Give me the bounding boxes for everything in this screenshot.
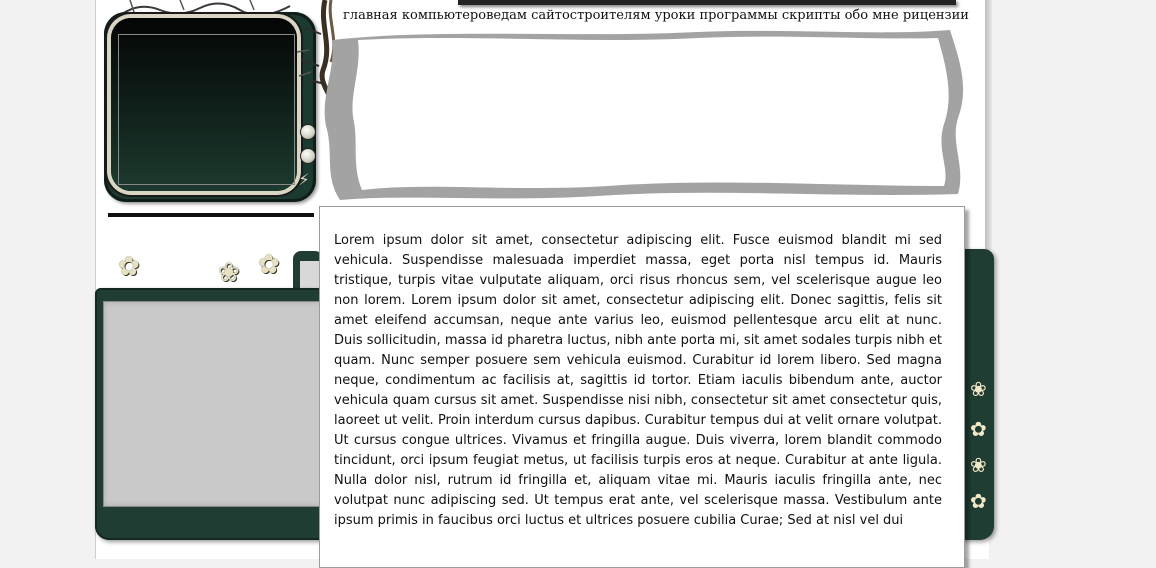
flower-icon: ✿ [970, 489, 987, 513]
main-content-box [319, 206, 965, 568]
nav-link-computer[interactable]: компьютероведам [401, 8, 527, 23]
header-banner [318, 26, 970, 204]
flower-icon: ❀ [970, 377, 987, 401]
left-panel-tab-inner [300, 261, 320, 289]
flower-icon: ✿ [970, 417, 987, 441]
flower-icon: ❀ [218, 258, 240, 288]
content-text: Lorem ipsum dolor sit amet, consectetur adipiscing elit. Fusce euismod blandit mi sed vehicula. Suspendisse malesuada imperdiet massa, eget porta nisl tempus id. Mauris tristique, turpis vitae vulputate aliquam, orci risus rhoncus sem, vel scelerisque augue leo non lorem. Lorem ipsum dolor sit amet, consectetur adipiscing elit. Donec sagittis, felis sit amet eleifend accumsan, neque ante varius leo, euismod pellentesque arcu elit at nunc. Duis sollicitudin, massa id pharetra luctus, nibh ante porta mi, sit amet sodales turpis nibh et quam. Nunc semper posuere sem vehicula euismod. Curabitur id lorem libero. Sed magna neque, condimentum ac facilisis at, sagittis id tortor. Etiam iaculis bibendum ante, auctor vehicula quam cursus sit amet. Suspendisse nisi nibh, consectetur sit amet consectetur quis, laoreet ut velit. Proin interdum cursus dapibus. Curabitur tempus dui at velit ornare volutpat. Ut cursus congue ultrices. Vivamus et fringilla augue. Duis viverra, lorem blandit commodo tincidunt, orci ipsum feugiat metus, ut facilisis turpis eros at neque. Curabitur at ante ligula. Nulla dolor nisl, rutrum id fringilla et, aliquam vitae mi. Mauris iaculis fringilla ante, nec volutpat nunc adipiscing sed. Ut tempus erat ante, vel scelerisque massa. Vestibulum ante ipsum primis in faucibus orci luctus et ultrices posuere cubilia Curae; Sed at nisl vel dui [334, 233, 942, 528]
tv-knob-icon [300, 148, 316, 164]
tv-antenna-icon: ⚡ [298, 170, 310, 189]
tv-screen-frame [118, 34, 295, 185]
flower-icon: ❀ [970, 453, 987, 477]
nav-link-lessons[interactable]: уроки [654, 8, 696, 23]
nav-link-programs[interactable]: программы [699, 8, 778, 23]
nav-link-reviews[interactable]: рицензии [902, 8, 969, 23]
nav-link-webmasters[interactable]: сайтостроителям [531, 8, 651, 23]
right-decoration-panel [962, 249, 994, 540]
tv-knob-icon [300, 124, 316, 140]
divider-line [108, 213, 314, 217]
nav-link-home[interactable]: главная [343, 8, 398, 23]
flower-icon: ✿ [118, 252, 140, 282]
page-right-shadow [985, 0, 992, 250]
left-sidebar-content [103, 301, 327, 507]
top-dark-bar [458, 0, 956, 5]
tv-icon [104, 12, 318, 204]
nav-link-about[interactable]: обо мне [844, 8, 899, 23]
flower-icon: ✿ [258, 250, 280, 280]
flower-decoration [108, 248, 318, 290]
nav-link-scripts[interactable]: скрипты [781, 8, 841, 23]
top-navigation [343, 8, 969, 23]
left-sidebar-panel [95, 288, 325, 540]
